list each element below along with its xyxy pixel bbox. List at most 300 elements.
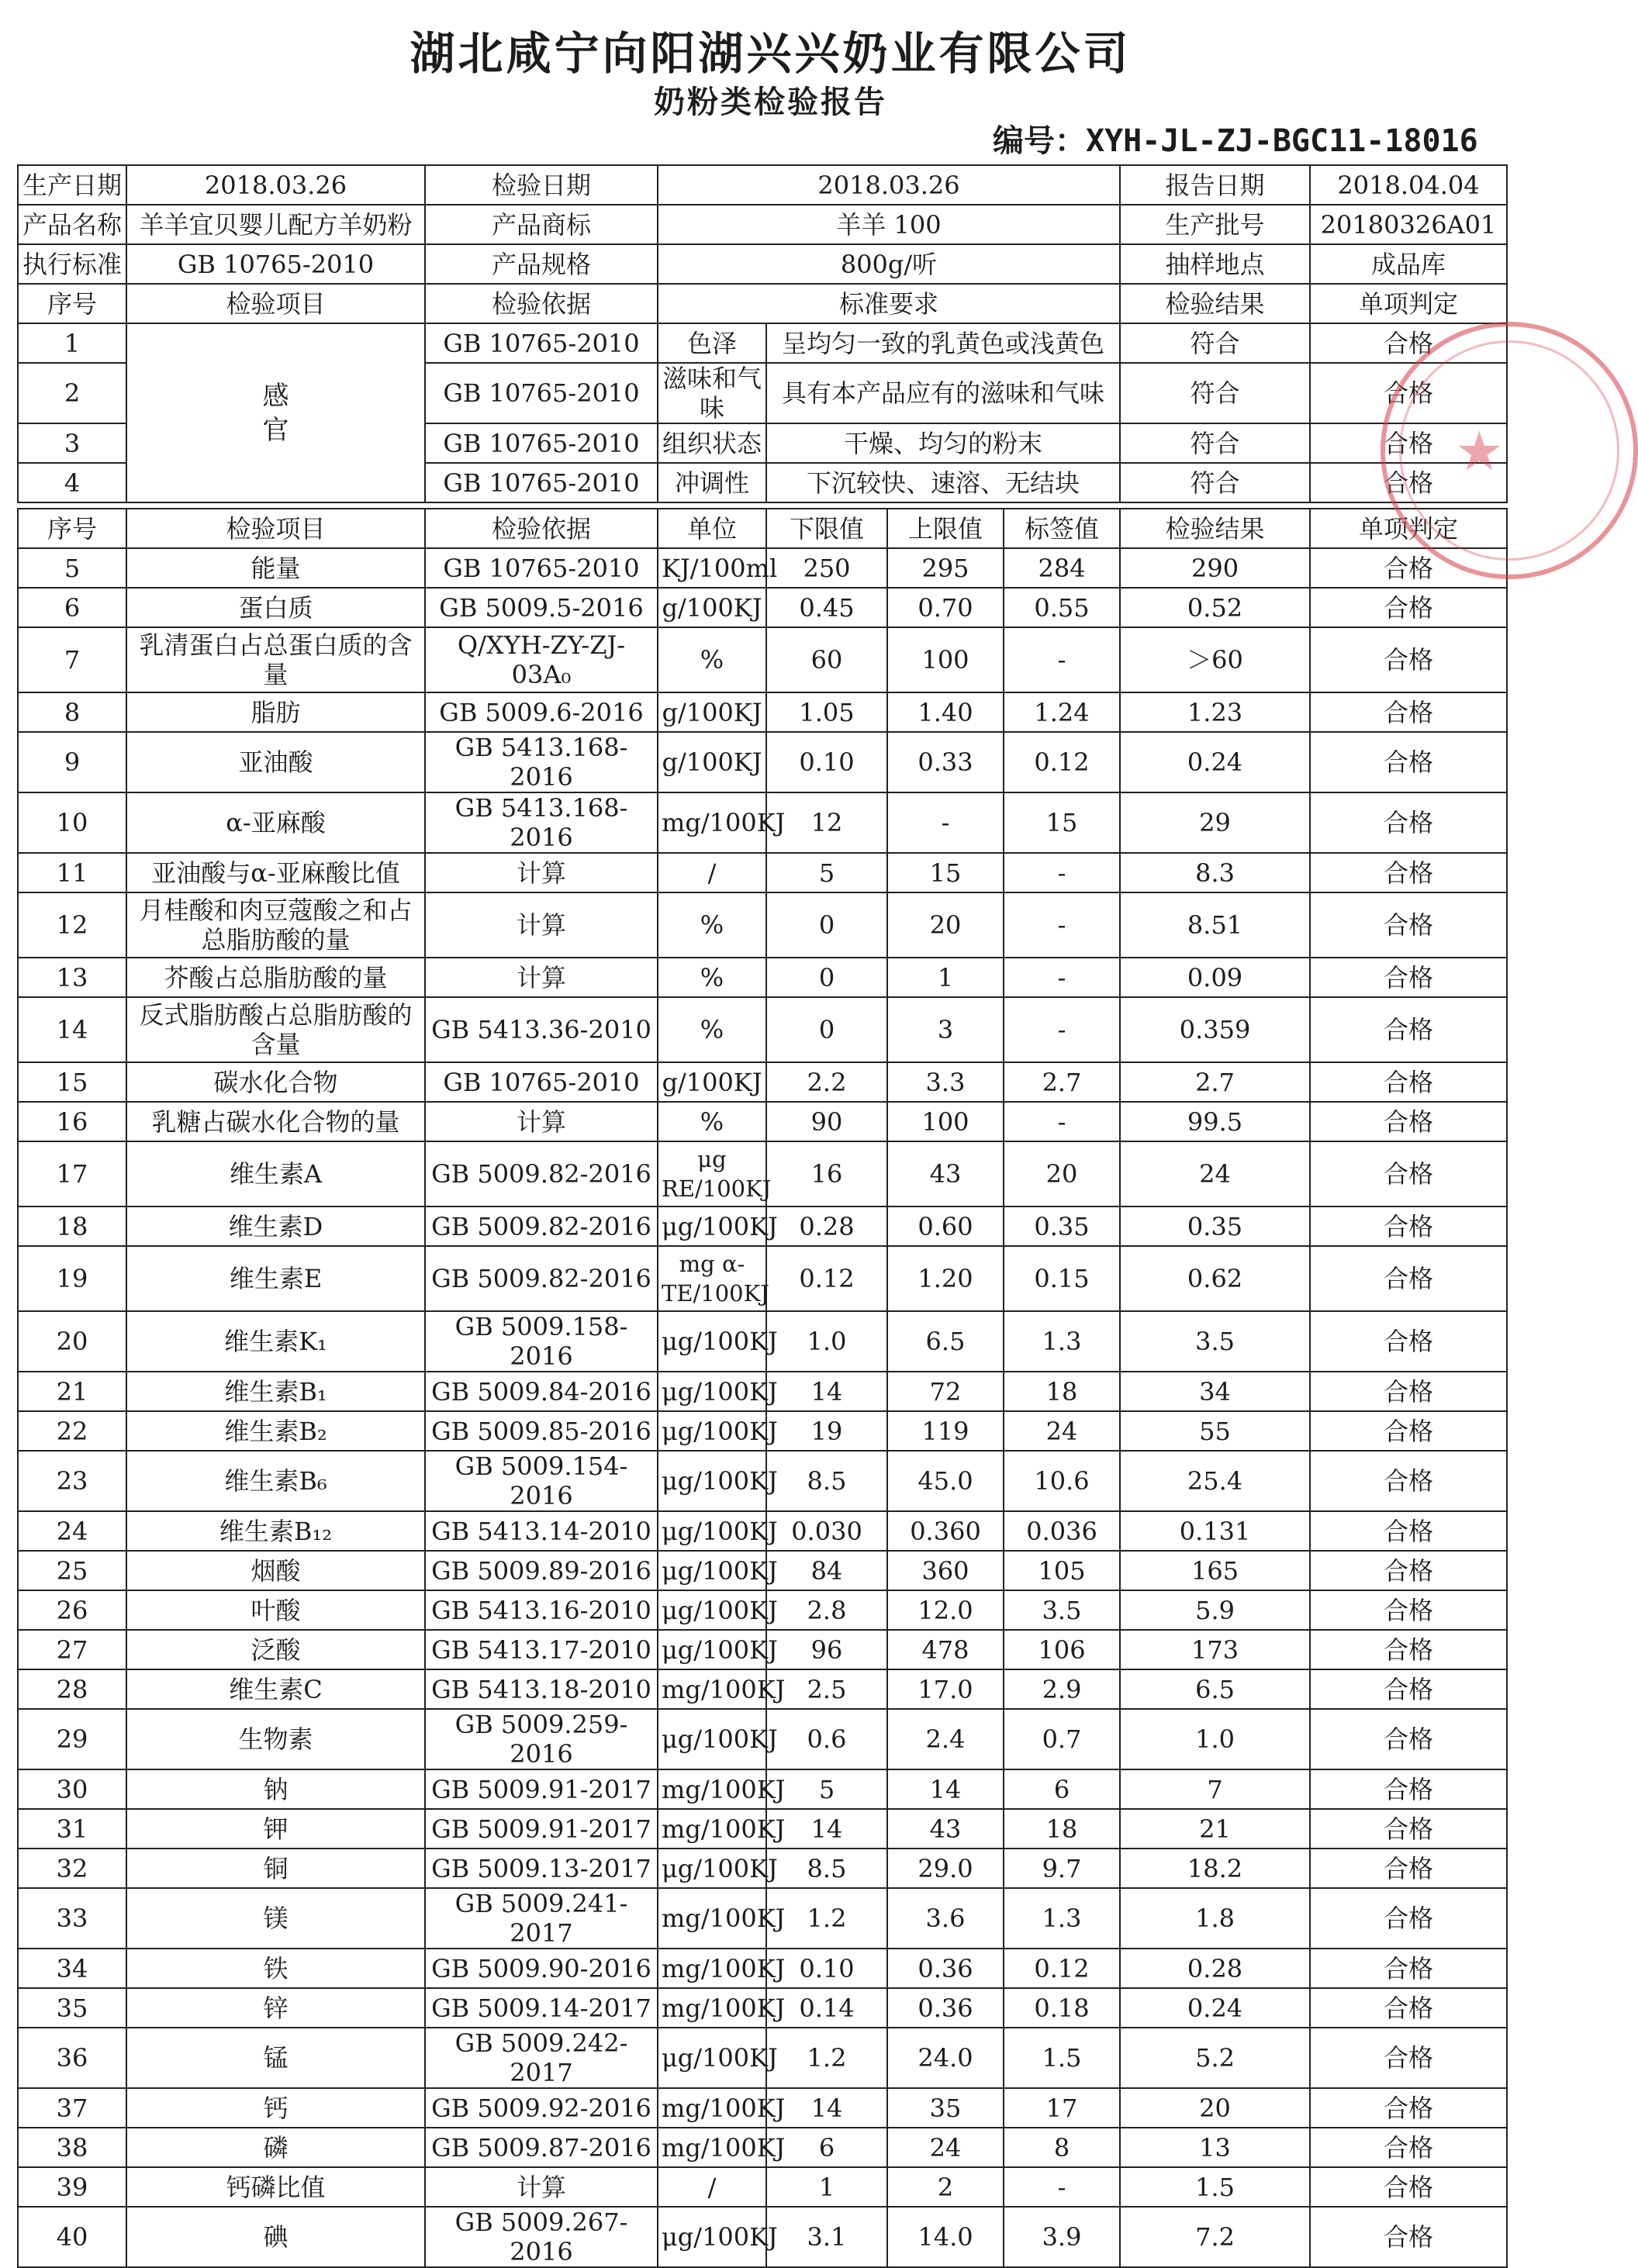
table-row — [18, 588, 1507, 627]
row-judgement: 合格 — [1310, 1141, 1507, 1206]
row-no: 15 — [18, 1062, 126, 1102]
row-label-value: 1.3 — [1004, 1311, 1120, 1372]
row-basis: GB 5413.17-2010 — [425, 1630, 658, 1669]
table-row — [18, 1809, 1507, 1849]
row-basis: GB 5009.267-2016 — [425, 2207, 658, 2267]
row-judgement: 合格 — [1310, 1102, 1507, 1141]
stamp-inner-ring — [1399, 340, 1619, 561]
row-basis: GB 5009.89-2016 — [425, 1551, 658, 1590]
row-result: 8.51 — [1120, 892, 1310, 958]
row-basis: GB 5413.14-2010 — [425, 1511, 658, 1551]
row-lower-limit: 1 — [766, 2167, 887, 2207]
col-header-judgement: 单项判定 — [1310, 509, 1507, 548]
table-row — [18, 2128, 1507, 2167]
row-label-value: 2.9 — [1004, 1669, 1120, 1709]
row-lower-limit: 0.6 — [766, 1709, 887, 1769]
row-result: 符合 — [1120, 363, 1310, 423]
row-lower-limit: 16 — [766, 1141, 887, 1206]
row-judgement: 合格 — [1310, 1888, 1507, 1949]
table-row — [18, 853, 1507, 892]
separator-cell — [18, 502, 1507, 509]
row-unit: μg/100KJ — [658, 1206, 766, 1246]
col-header-label: 标签值 — [1004, 509, 1120, 548]
row-label-value: - — [1004, 853, 1120, 892]
sensory-group-label: 感 官 — [126, 323, 425, 502]
col-header-result: 检验结果 — [1120, 509, 1310, 548]
row-upper-limit: - — [887, 792, 1004, 853]
row-result: 290 — [1120, 548, 1310, 588]
row-basis: 计算 — [425, 892, 658, 958]
row-lower-limit: 0.14 — [766, 1988, 887, 2028]
row-unit: μg/100KJ — [658, 1372, 766, 1411]
standard-label: 执行标准 — [18, 244, 126, 284]
row-unit: mg/100KJ — [658, 1988, 766, 2028]
row-no: 35 — [18, 1988, 126, 2028]
row-item: 乳清蛋白占总蛋白质的含量 — [126, 627, 425, 692]
row-no: 18 — [18, 1206, 126, 1246]
row-unit: μg/100KJ — [658, 1451, 766, 1511]
row-item: 钠 — [126, 1769, 425, 1809]
row-upper-limit: 14.0 — [887, 2207, 1004, 2267]
sensory-header-row — [18, 284, 1507, 323]
row-judgement: 合格 — [1310, 1246, 1507, 1311]
row-result: 0.24 — [1120, 1988, 1310, 2028]
col-header-no: 序号 — [18, 284, 126, 323]
table-row — [18, 1511, 1507, 1551]
col-header-item: 检验项目 — [126, 284, 425, 323]
row-judgement: 合格 — [1310, 1849, 1507, 1888]
row-result: 7.2 — [1120, 2207, 1310, 2267]
row-label-value: 0.15 — [1004, 1246, 1120, 1311]
standard-value: GB 10765-2010 — [126, 244, 425, 284]
row-lower-limit: 0.28 — [766, 1206, 887, 1246]
table-row — [18, 1709, 1507, 1769]
row-judgement: 合格 — [1310, 1590, 1507, 1630]
row-item: 锌 — [126, 1988, 425, 2028]
table-row — [18, 1141, 1507, 1206]
row-result: 29 — [1120, 792, 1310, 853]
row-item: 维生素E — [126, 1246, 425, 1311]
report-code: 编号：XYH-JL-ZJ-BGC11-18016 — [993, 123, 1478, 159]
row-lower-limit: 8.5 — [766, 1451, 887, 1511]
row-judgement: 合格 — [1310, 423, 1507, 463]
row-label-value: 20 — [1004, 1141, 1120, 1206]
row-item: α-亚麻酸 — [126, 792, 425, 853]
production-date-label: 生产日期 — [18, 165, 126, 205]
row-lower-limit: 84 — [766, 1551, 887, 1590]
row-upper-limit: 119 — [887, 1411, 1004, 1451]
row-basis: GB 5009.13-2017 — [425, 1849, 658, 1888]
row-item: 铜 — [126, 1849, 425, 1888]
row-label-value: 1.3 — [1004, 1888, 1120, 1949]
row-judgement: 合格 — [1310, 853, 1507, 892]
row-label-value: 0.7 — [1004, 1709, 1120, 1769]
row-result: 符合 — [1120, 323, 1310, 363]
row-unit: % — [658, 997, 766, 1062]
row-no: 3 — [18, 423, 126, 463]
row-basis: 计算 — [425, 853, 658, 892]
row-item: 维生素K₁ — [126, 1311, 425, 1372]
row-label-value: 2.7 — [1004, 1062, 1120, 1102]
row-judgement: 合格 — [1310, 2128, 1507, 2167]
inspection-date-label: 检验日期 — [425, 165, 658, 205]
col-header-no: 序号 — [18, 509, 126, 548]
row-upper-limit: 15 — [887, 853, 1004, 892]
row-label-value: 1.24 — [1004, 692, 1120, 732]
row-result: 0.359 — [1120, 997, 1310, 1062]
sensory-attribute: 色泽 — [658, 323, 766, 363]
row-result: 3.5 — [1120, 1311, 1310, 1372]
row-lower-limit: 2.5 — [766, 1669, 887, 1709]
row-basis: GB 5413.16-2010 — [425, 1590, 658, 1630]
row-item: 蛋白质 — [126, 588, 425, 627]
row-item: 钙 — [126, 2088, 425, 2128]
row-item: 锰 — [126, 2028, 425, 2088]
row-unit: μg/100KJ — [658, 1511, 766, 1551]
row-upper-limit: 20 — [887, 892, 1004, 958]
row-basis: GB 5009.92-2016 — [425, 2088, 658, 2128]
row-upper-limit: 29.0 — [887, 1849, 1004, 1888]
row-basis: GB 5009.91-2017 — [425, 1809, 658, 1849]
row-item: 维生素B₆ — [126, 1451, 425, 1511]
sensory-requirement: 呈均匀一致的乳黄色或浅黄色 — [766, 323, 1120, 363]
row-result: 0.09 — [1120, 958, 1310, 997]
row-item: 亚油酸 — [126, 732, 425, 792]
row-no: 23 — [18, 1451, 126, 1511]
row-label-value: 106 — [1004, 1630, 1120, 1669]
row-judgement: 合格 — [1310, 732, 1507, 792]
row-judgement: 合格 — [1310, 1411, 1507, 1451]
sensory-requirement: 具有本产品应有的滋味和气味 — [766, 363, 1120, 423]
row-no: 37 — [18, 2088, 126, 2128]
row-basis: GB 5009.90-2016 — [425, 1949, 658, 1988]
row-item: 钾 — [126, 1809, 425, 1849]
row-no: 11 — [18, 853, 126, 892]
row-judgement: 合格 — [1310, 1062, 1507, 1102]
row-no: 4 — [18, 463, 126, 502]
row-label-value: 0.12 — [1004, 732, 1120, 792]
row-judgement: 合格 — [1310, 1809, 1507, 1849]
row-no: 34 — [18, 1949, 126, 1988]
row-label-value: 8 — [1004, 2128, 1120, 2167]
row-upper-limit: 24.0 — [887, 2028, 1004, 2088]
row-basis: GB 5413.168-2016 — [425, 792, 658, 853]
row-item: 叶酸 — [126, 1590, 425, 1630]
row-item: 泛酸 — [126, 1630, 425, 1669]
row-no: 29 — [18, 1709, 126, 1769]
row-judgement: 合格 — [1310, 1551, 1507, 1590]
row-lower-limit: 19 — [766, 1411, 887, 1451]
row-result: 18.2 — [1120, 1849, 1310, 1888]
row-item: 维生素B₂ — [126, 1411, 425, 1451]
row-lower-limit: 2.2 — [766, 1062, 887, 1102]
row-item: 铁 — [126, 1949, 425, 1988]
row-result: 1.0 — [1120, 1709, 1310, 1769]
row-result: 0.52 — [1120, 588, 1310, 627]
row-judgement: 合格 — [1310, 627, 1507, 692]
col-header-lower: 下限值 — [766, 509, 887, 548]
row-upper-limit: 72 — [887, 1372, 1004, 1411]
row-lower-limit: 14 — [766, 1372, 887, 1411]
row-upper-limit: 3.6 — [887, 1888, 1004, 1949]
table-row — [18, 958, 1507, 997]
row-no: 7 — [18, 627, 126, 692]
row-label-value: 17 — [1004, 2088, 1120, 2128]
row-item: 维生素D — [126, 1206, 425, 1246]
company-seal-stamp-icon — [1381, 322, 1638, 579]
row-judgement: 合格 — [1310, 1630, 1507, 1669]
brand-label: 产品商标 — [425, 205, 658, 244]
row-lower-limit: 5 — [766, 1769, 887, 1809]
row-item: 芥酸占总脂肪酸的量 — [126, 958, 425, 997]
row-judgement: 合格 — [1310, 2207, 1507, 2267]
table-row — [18, 1372, 1507, 1411]
row-judgement: 合格 — [1310, 363, 1507, 423]
table-row — [18, 2167, 1507, 2207]
row-label-value: - — [1004, 958, 1120, 997]
table-row — [18, 1949, 1507, 1988]
sensory-attribute: 滋味和气味 — [658, 363, 766, 423]
row-item: 磷 — [126, 2128, 425, 2167]
brand-value: 羊羊 100 — [658, 205, 1120, 244]
row-unit: g/100KJ — [658, 732, 766, 792]
row-upper-limit: 1.20 — [887, 1246, 1004, 1311]
row-label-value: 15 — [1004, 792, 1120, 853]
report-date-value: 2018.04.04 — [1310, 165, 1507, 205]
row-basis: GB 5009.242-2017 — [425, 2028, 658, 2088]
row-result: 55 — [1120, 1411, 1310, 1451]
row-judgement: 合格 — [1310, 463, 1507, 502]
row-basis: GB 10765-2010 — [425, 363, 658, 423]
section-separator — [18, 502, 1507, 509]
row-item: 能量 — [126, 548, 425, 588]
row-basis: GB 5009.259-2016 — [425, 1709, 658, 1769]
row-upper-limit: 1 — [887, 958, 1004, 997]
row-result: 165 — [1120, 1551, 1310, 1590]
row-judgement: 合格 — [1310, 1451, 1507, 1511]
table-row — [18, 1888, 1507, 1949]
spec-value: 800g/听 — [658, 244, 1120, 284]
row-result: 24 — [1120, 1141, 1310, 1206]
row-upper-limit: 0.36 — [887, 1949, 1004, 1988]
row-lower-limit: 3.1 — [766, 2207, 887, 2267]
row-item: 乳糖占碳水化合物的量 — [126, 1102, 425, 1141]
row-lower-limit: 0.45 — [766, 588, 887, 627]
row-item: 碳水化合物 — [126, 1062, 425, 1102]
row-judgement: 合格 — [1310, 1206, 1507, 1246]
table-row — [18, 1206, 1507, 1246]
row-result: 6.5 — [1120, 1669, 1310, 1709]
row-basis: GB 10765-2010 — [425, 423, 658, 463]
row-no: 12 — [18, 892, 126, 958]
report-date-label: 报告日期 — [1120, 165, 1310, 205]
row-no: 14 — [18, 997, 126, 1062]
row-no: 9 — [18, 732, 126, 792]
row-unit: μg/100KJ — [658, 1411, 766, 1451]
row-unit: % — [658, 627, 766, 692]
row-result: 21 — [1120, 1809, 1310, 1849]
row-lower-limit: 8.5 — [766, 1849, 887, 1888]
row-no: 16 — [18, 1102, 126, 1141]
table-row — [18, 1769, 1507, 1809]
row-label-value: 0.35 — [1004, 1206, 1120, 1246]
row-upper-limit: 0.36 — [887, 1988, 1004, 2028]
col-header-basis: 检验依据 — [425, 509, 658, 548]
sensory-requirement: 下沉较快、速溶、无结块 — [766, 463, 1120, 502]
row-judgement: 合格 — [1310, 2167, 1507, 2207]
row-basis: GB 5009.84-2016 — [425, 1372, 658, 1411]
row-unit: KJ/100ml — [658, 548, 766, 588]
col-header-judgement: 单项判定 — [1310, 284, 1507, 323]
row-no: 25 — [18, 1551, 126, 1590]
row-no: 36 — [18, 2028, 126, 2088]
row-upper-limit: 2 — [887, 2167, 1004, 2207]
row-upper-limit: 43 — [887, 1141, 1004, 1206]
row-result: 符合 — [1120, 423, 1310, 463]
row-basis: GB 5009.154-2016 — [425, 1451, 658, 1511]
row-upper-limit: 360 — [887, 1551, 1004, 1590]
table-row — [18, 1411, 1507, 1451]
row-result: 7 — [1120, 1769, 1310, 1809]
row-judgement: 合格 — [1310, 1669, 1507, 1709]
row-upper-limit: 100 — [887, 1102, 1004, 1141]
row-label-value: - — [1004, 892, 1120, 958]
info-row-3 — [18, 244, 1507, 284]
row-judgement: 合格 — [1310, 892, 1507, 958]
row-basis: Q/XYH-ZY-ZJ-03A₀ — [425, 627, 658, 692]
row-label-value: 1.5 — [1004, 2028, 1120, 2088]
product-name-label: 产品名称 — [18, 205, 126, 244]
row-basis: GB 10765-2010 — [425, 1062, 658, 1102]
row-item: 钙磷比值 — [126, 2167, 425, 2207]
row-lower-limit: 0.030 — [766, 1511, 887, 1551]
row-unit: mg/100KJ — [658, 1809, 766, 1849]
row-judgement: 合格 — [1310, 958, 1507, 997]
table-row — [18, 1988, 1507, 2028]
row-unit: % — [658, 892, 766, 958]
row-lower-limit: 1.0 — [766, 1311, 887, 1372]
row-upper-limit: 43 — [887, 1809, 1004, 1849]
row-no: 10 — [18, 792, 126, 853]
row-judgement: 合格 — [1310, 2088, 1507, 2128]
row-result: 0.131 — [1120, 1511, 1310, 1551]
row-lower-limit: 0.10 — [766, 732, 887, 792]
row-unit: μg/100KJ — [658, 1551, 766, 1590]
row-unit: μg/100KJ — [658, 2028, 766, 2088]
sensory-requirement: 干燥、均匀的粉末 — [766, 423, 1120, 463]
row-no: 32 — [18, 1849, 126, 1888]
row-label-value: 0.036 — [1004, 1511, 1120, 1551]
row-no: 38 — [18, 2128, 126, 2167]
row-unit: mg/100KJ — [658, 792, 766, 853]
row-basis: GB 5413.18-2010 — [425, 1669, 658, 1709]
row-no: 24 — [18, 1511, 126, 1551]
row-item: 月桂酸和肉豆蔻酸之和占总脂肪酸的量 — [126, 892, 425, 958]
row-result: 1.5 — [1120, 2167, 1310, 2207]
row-judgement: 合格 — [1310, 692, 1507, 732]
row-no: 19 — [18, 1246, 126, 1311]
row-unit: mg/100KJ — [658, 1888, 766, 1949]
info-row-2 — [18, 205, 1507, 244]
table-row — [18, 1062, 1507, 1102]
row-no: 22 — [18, 1411, 126, 1451]
row-upper-limit: 35 — [887, 2088, 1004, 2128]
batch-value: 20180326A01 — [1310, 205, 1507, 244]
table-row — [18, 1849, 1507, 1888]
row-label-value: - — [1004, 997, 1120, 1062]
row-upper-limit: 24 — [887, 2128, 1004, 2167]
sampling-label: 抽样地点 — [1120, 244, 1310, 284]
stamp-star-icon: ★ — [1455, 419, 1504, 483]
row-unit: μg/100KJ — [658, 1630, 766, 1669]
nutrient-header-row — [18, 509, 1507, 548]
table-row — [18, 997, 1507, 1062]
row-lower-limit: 0 — [766, 958, 887, 997]
row-lower-limit: 60 — [766, 627, 887, 692]
row-lower-limit: 90 — [766, 1102, 887, 1141]
row-basis: GB 10765-2010 — [425, 548, 658, 588]
row-no: 13 — [18, 958, 126, 997]
table-row — [18, 1102, 1507, 1141]
row-lower-limit: 14 — [766, 2088, 887, 2128]
row-upper-limit: 3.3 — [887, 1062, 1004, 1102]
row-basis: GB 5009.82-2016 — [425, 1141, 658, 1206]
row-judgement: 合格 — [1310, 1988, 1507, 2028]
row-result: ＞60 — [1120, 627, 1310, 692]
row-result: 25.4 — [1120, 1451, 1310, 1511]
sensory-attribute: 冲调性 — [658, 463, 766, 502]
row-unit: μg/100KJ — [658, 1709, 766, 1769]
row-result: 1.8 — [1120, 1888, 1310, 1949]
row-label-value: 9.7 — [1004, 1849, 1120, 1888]
row-result: 173 — [1120, 1630, 1310, 1669]
row-unit: μg/100KJ — [658, 1311, 766, 1372]
row-result: 20 — [1120, 2088, 1310, 2128]
row-label-value: 284 — [1004, 548, 1120, 588]
table-row — [18, 1630, 1507, 1669]
row-lower-limit: 1.2 — [766, 2028, 887, 2088]
row-no: 30 — [18, 1769, 126, 1809]
row-unit: mg/100KJ — [658, 2128, 766, 2167]
row-no: 21 — [18, 1372, 126, 1411]
table-row — [18, 1246, 1507, 1311]
row-basis: GB 5009.241-2017 — [425, 1888, 658, 1949]
row-label-value: 6 — [1004, 1769, 1120, 1809]
row-judgement: 合格 — [1310, 1311, 1507, 1372]
table-row — [18, 2088, 1507, 2128]
row-basis: GB 5413.36-2010 — [425, 997, 658, 1062]
row-unit: μg RE/100KJ — [658, 1141, 766, 1206]
row-result: 8.3 — [1120, 853, 1310, 892]
row-lower-limit: 0.10 — [766, 1949, 887, 1988]
production-date-value: 2018.03.26 — [126, 165, 425, 205]
row-upper-limit: 295 — [887, 548, 1004, 588]
row-judgement: 合格 — [1310, 2028, 1507, 2088]
row-no: 39 — [18, 2167, 126, 2207]
row-label-value: 3.5 — [1004, 1590, 1120, 1630]
table-row — [18, 732, 1507, 792]
row-label-value: 24 — [1004, 1411, 1120, 1451]
row-lower-limit: 1.05 — [766, 692, 887, 732]
row-basis: GB 5009.82-2016 — [425, 1246, 658, 1311]
row-upper-limit: 3 — [887, 997, 1004, 1062]
row-no: 5 — [18, 548, 126, 588]
row-upper-limit: 45.0 — [887, 1451, 1004, 1511]
table-row — [18, 2207, 1507, 2267]
row-basis: GB 5009.85-2016 — [425, 1411, 658, 1451]
table-row — [18, 692, 1507, 732]
row-unit: / — [658, 853, 766, 892]
